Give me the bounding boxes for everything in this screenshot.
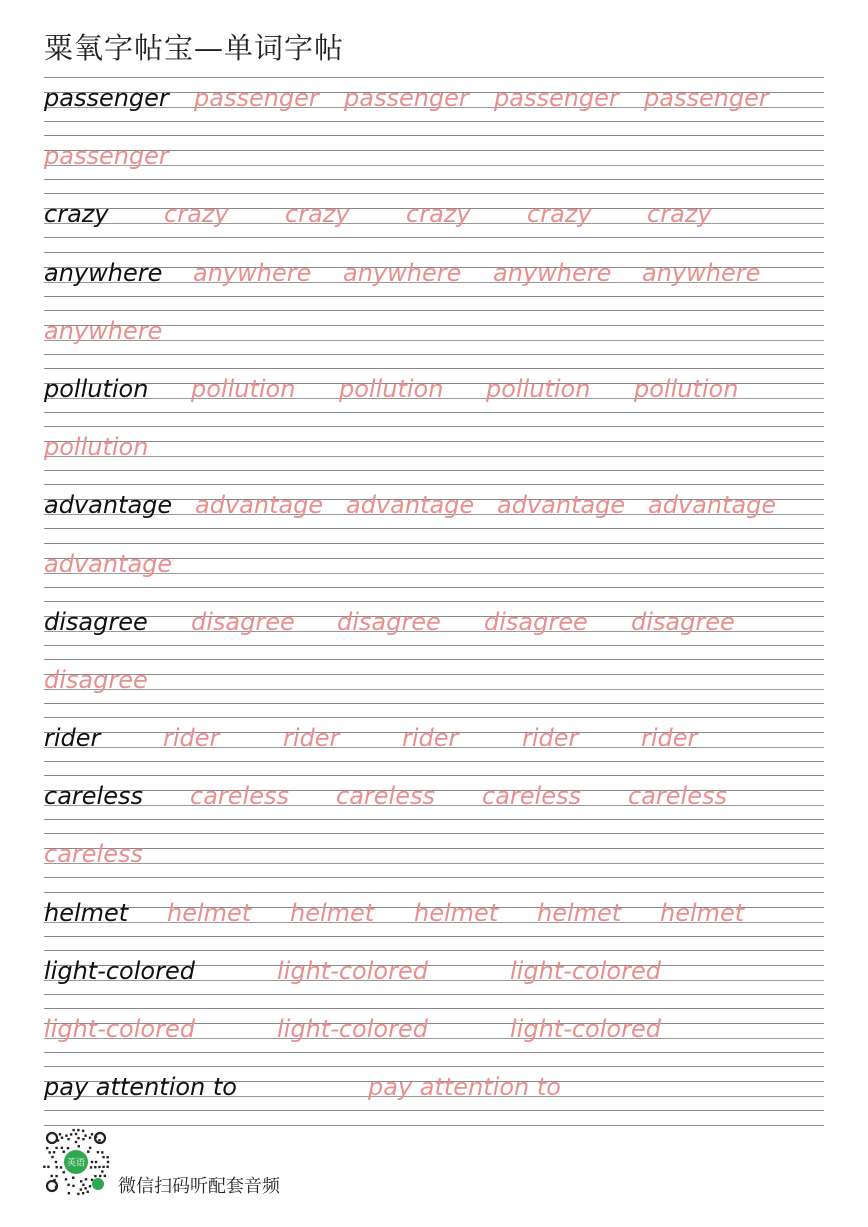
- practice-row: [44, 775, 824, 833]
- qr-dot: [55, 1161, 57, 1163]
- qr-dot: [68, 1192, 70, 1194]
- qr-dot: [53, 1151, 55, 1153]
- trace-word: light-colored: [510, 1015, 661, 1043]
- qr-dot: [72, 1177, 74, 1179]
- trace-word: disagree: [44, 665, 148, 694]
- guide-line: [44, 877, 824, 878]
- trace-word: passenger: [494, 84, 619, 112]
- guide-line: [44, 833, 824, 834]
- qr-dot: [106, 1166, 108, 1168]
- trace-word: passenger: [644, 84, 769, 112]
- trace-word: helmet: [167, 898, 252, 927]
- qr-dot: [55, 1175, 57, 1177]
- qr-dot: [98, 1166, 100, 1168]
- qr-dot: [85, 1178, 87, 1180]
- qr-dot: [67, 1147, 69, 1149]
- guide-line: [44, 587, 824, 588]
- qr-dot: [55, 1166, 57, 1168]
- sheet-bottom-line: [44, 1125, 824, 1126]
- guide-line: [44, 659, 824, 660]
- model-word: passenger: [44, 84, 169, 112]
- trace-word: crazy: [164, 200, 229, 229]
- qr-dot: [91, 1179, 93, 1181]
- model-word: pay attention to: [44, 1073, 237, 1102]
- practice-row: [44, 659, 824, 717]
- qr-dot: [46, 1147, 48, 1149]
- qr-dot: [55, 1147, 57, 1149]
- trace-word: rider: [283, 724, 340, 753]
- qr-dot: [97, 1151, 99, 1153]
- qr-dot: [77, 1129, 79, 1131]
- qr-dot: [70, 1133, 72, 1135]
- qr-dot: [82, 1192, 84, 1194]
- practice-row: [44, 543, 824, 601]
- practice-row: [44, 77, 824, 135]
- trace-word: crazy: [285, 200, 350, 229]
- qr-dot: [51, 1156, 53, 1158]
- guide-line: [44, 441, 824, 442]
- qr-dot: [89, 1137, 91, 1139]
- qr-dot: [104, 1175, 106, 1177]
- qr-dot: [43, 1166, 45, 1168]
- practice-row: [44, 601, 824, 659]
- guide-line: [44, 892, 824, 893]
- qr-dot: [101, 1170, 103, 1172]
- guide-line: [44, 936, 824, 937]
- qr-dot: [107, 1161, 109, 1163]
- guide-line: [44, 819, 824, 820]
- model-word: crazy: [44, 200, 109, 229]
- guide-line: [44, 310, 824, 311]
- practice-row: [44, 950, 824, 1008]
- qr-dot: [72, 1129, 74, 1131]
- qr-dot: [67, 1138, 69, 1140]
- guide-line: [44, 412, 824, 413]
- qr-dot: [61, 1147, 63, 1149]
- qr-dot: [82, 1130, 84, 1132]
- qr-dot: [77, 1193, 79, 1195]
- guide-line: [44, 717, 824, 718]
- trace-word: pollution: [339, 374, 444, 403]
- trace-word: advantage: [497, 491, 626, 520]
- trace-word: passenger: [344, 84, 469, 112]
- qr-dot: [94, 1175, 96, 1177]
- qr-dot: [78, 1145, 80, 1147]
- qr-dot: [84, 1134, 86, 1136]
- practice-row: [44, 310, 824, 368]
- qr-dot: [86, 1191, 88, 1193]
- practice-row: [44, 426, 824, 484]
- qr-dot: [82, 1138, 84, 1140]
- qr-dot: [60, 1166, 62, 1168]
- trace-word: light-colored: [510, 956, 661, 985]
- trace-word: pollution: [191, 374, 296, 403]
- guide-line: [44, 543, 824, 544]
- guide-line: [44, 689, 824, 690]
- qr-dot: [67, 1184, 69, 1186]
- qr-dot: [75, 1133, 77, 1135]
- trace-word: pollution: [634, 374, 739, 403]
- model-word: advantage: [44, 491, 173, 520]
- practice-row: [44, 135, 824, 193]
- trace-word: anywhere: [44, 316, 163, 345]
- qr-dot: [102, 1166, 104, 1168]
- qr-dot: [65, 1178, 67, 1180]
- qr-dot: [106, 1156, 108, 1158]
- qr-dot: [91, 1133, 93, 1135]
- practice-row: [44, 717, 824, 775]
- qr-dot: [47, 1166, 49, 1168]
- qr-caption: 微信扫码听配套音频: [118, 1176, 280, 1197]
- trace-word: careless: [482, 782, 581, 811]
- guide-line: [44, 121, 824, 122]
- guide-line: [44, 484, 824, 485]
- guide-line: [44, 237, 824, 238]
- guide-line: [44, 354, 824, 355]
- qr-dot: [94, 1166, 96, 1168]
- trace-word: rider: [402, 724, 459, 753]
- qr-dot: [87, 1151, 89, 1153]
- practice-row: [44, 833, 824, 891]
- qr-dot: [59, 1133, 61, 1135]
- qr-dot: [89, 1185, 91, 1187]
- page-title: 粟氧字帖宝—单词字帖: [44, 31, 345, 65]
- guide-line: [44, 456, 824, 457]
- trace-word: advantage: [648, 491, 777, 520]
- trace-word: pollution: [486, 374, 591, 403]
- guide-line: [44, 1110, 824, 1111]
- trace-word: anywhere: [193, 258, 312, 287]
- trace-word: careless: [190, 782, 289, 811]
- qr-dot: [98, 1139, 100, 1141]
- trace-word: careless: [336, 782, 435, 811]
- trace-word: advantage: [346, 491, 475, 520]
- guide-line: [44, 1066, 824, 1067]
- trace-word: pay attention to: [368, 1073, 561, 1102]
- qr-dot: [99, 1175, 101, 1177]
- practice-row: [44, 484, 824, 542]
- guide-line: [44, 296, 824, 297]
- guide-line: [44, 761, 824, 762]
- model-word: light-colored: [44, 956, 195, 985]
- guide-line: [44, 193, 824, 194]
- trace-word: helmet: [660, 898, 745, 927]
- qr-dot: [63, 1151, 65, 1153]
- guide-line: [44, 674, 824, 675]
- qr-dot: [77, 1137, 79, 1139]
- guide-line: [44, 179, 824, 180]
- trace-word: rider: [163, 724, 220, 753]
- guide-line: [44, 135, 824, 136]
- trace-word: rider: [641, 724, 698, 753]
- trace-word: disagree: [337, 607, 441, 636]
- guide-line: [44, 77, 824, 78]
- guide-line: [44, 863, 824, 864]
- guide-line: [44, 528, 824, 529]
- model-word: rider: [44, 724, 101, 753]
- model-word: pollution: [44, 374, 149, 403]
- model-word: anywhere: [44, 258, 163, 287]
- trace-word: disagree: [191, 607, 295, 636]
- qr-dot: [89, 1147, 91, 1149]
- guide-line: [44, 252, 824, 253]
- guide-line: [44, 1008, 824, 1009]
- guide-line: [44, 601, 824, 602]
- trace-word: helmet: [537, 898, 622, 927]
- guide-line: [44, 426, 824, 427]
- trace-word: advantage: [195, 491, 324, 520]
- qr-dot: [51, 1175, 53, 1177]
- qr-dot: [75, 1141, 77, 1143]
- model-word: disagree: [44, 607, 148, 636]
- practice-row: [44, 368, 824, 426]
- qr-dot: [61, 1137, 63, 1139]
- trace-word: advantage: [44, 549, 173, 578]
- trace-word: passenger: [194, 84, 319, 112]
- qr-dot: [80, 1188, 82, 1190]
- qr-dot: [84, 1187, 86, 1189]
- model-word: careless: [44, 782, 143, 811]
- guide-line: [44, 1052, 824, 1053]
- qr-dot: [63, 1171, 65, 1173]
- trace-word: rider: [522, 724, 579, 753]
- qr-dot: [101, 1151, 103, 1153]
- qr-dot: [48, 1151, 50, 1153]
- trace-word: crazy: [406, 200, 471, 229]
- qr-corner-dot: [92, 1178, 104, 1190]
- guide-line: [44, 775, 824, 776]
- trace-word: pollution: [44, 433, 149, 462]
- trace-word: helmet: [290, 898, 375, 927]
- guide-line: [44, 368, 824, 369]
- model-word: helmet: [44, 898, 129, 927]
- guide-line: [44, 848, 824, 849]
- trace-word: disagree: [484, 607, 588, 636]
- practice-row: [44, 892, 824, 950]
- qr-dot: [80, 1180, 82, 1182]
- qr-code-icon[interactable]: [40, 1126, 112, 1198]
- qr-dot: [82, 1184, 84, 1186]
- qr-dot: [91, 1161, 93, 1163]
- trace-word: light-colored: [277, 956, 428, 985]
- qr-dot: [95, 1161, 97, 1163]
- qr-dot: [102, 1156, 104, 1158]
- practice-row: [44, 1066, 824, 1124]
- guide-line: [44, 994, 824, 995]
- qr-finder-mark: [47, 1133, 57, 1143]
- trace-word: crazy: [647, 200, 712, 229]
- guide-line: [44, 645, 824, 646]
- practice-row: [44, 193, 824, 251]
- trace-word: careless: [44, 840, 143, 869]
- qr-dot: [90, 1166, 92, 1168]
- trace-word: anywhere: [493, 258, 612, 287]
- qr-dot: [72, 1185, 74, 1187]
- trace-word: anywhere: [343, 258, 462, 287]
- qr-dot: [65, 1134, 67, 1136]
- copybook-sheet: [44, 77, 824, 1124]
- trace-word: passenger: [44, 142, 169, 171]
- guide-line: [44, 950, 824, 951]
- practice-row: [44, 1008, 824, 1066]
- trace-word: disagree: [631, 607, 735, 636]
- trace-word: light-colored: [44, 1015, 195, 1043]
- guide-line: [44, 703, 824, 704]
- trace-word: careless: [628, 782, 727, 811]
- trace-word: crazy: [527, 200, 592, 229]
- trace-word: anywhere: [642, 258, 761, 287]
- trace-word: helmet: [414, 898, 499, 927]
- qr-badge-label: 英语: [66, 1158, 86, 1169]
- practice-row: [44, 252, 824, 310]
- guide-line: [44, 470, 824, 471]
- trace-word: light-colored: [277, 1015, 428, 1043]
